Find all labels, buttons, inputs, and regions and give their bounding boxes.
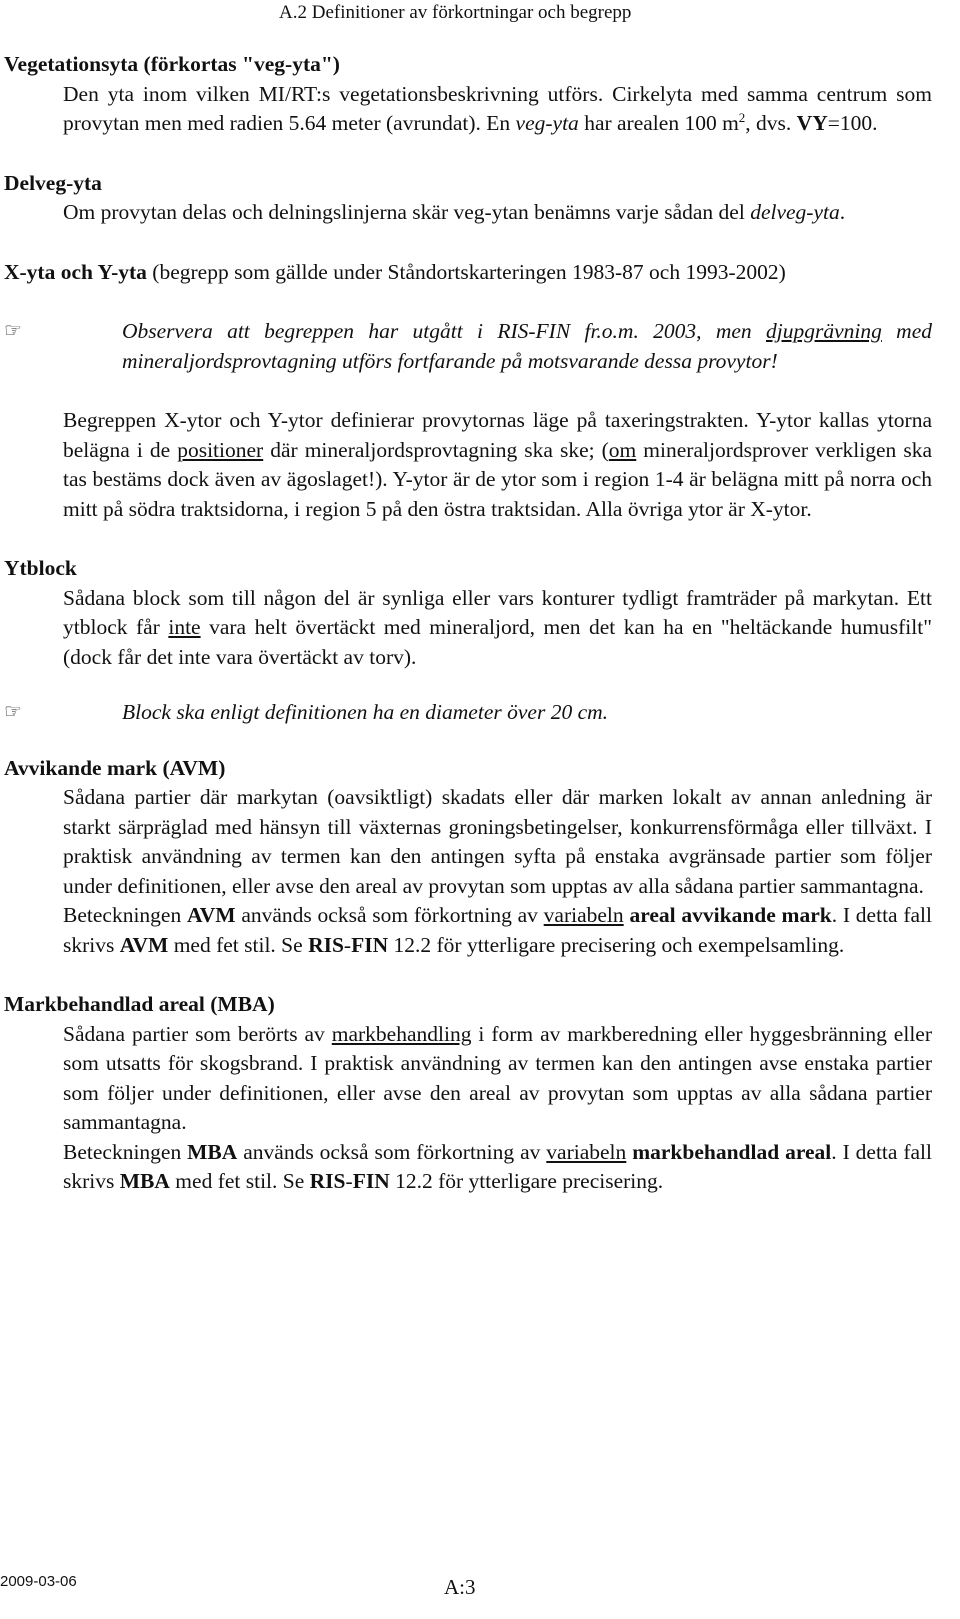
definition-x-yta-y-yta: Begreppen X-ytor och Y-ytor definierar provytornas läge på taxeringstrakten. Y-ytor kallas ytorna belägna i de positioner där mineraljordsprovtagning ska ske; (om mineraljordsprover verkligen ska tas bestäms dock även av ägoslaget!). Y-ytor är de ytor som i region 1-4 är belägna mitt på norra och mitt på södra traktsidorna, i region 5 på den östra traktsidan. Alla övriga ytor är X-ytor. [63,408,932,521]
term-markbehandlad-areal: Markbehandlad areal (MBA) [4,992,275,1016]
definition-delveg-yta: Om provytan delas och delningslinjerna skär veg-ytan benämns varje sådan del delveg-yta. [63,200,846,224]
term-ytblock: Ytblock [4,556,77,580]
note-x-yta-y-yta: ☞ Observera att begreppen har utgått i RIS-FIN fr.o.m. 2003, men djupgrävning med mineraljordsprovtagning utförs fortfarande på motsvarande dessa provytor! [4,319,932,373]
pointing-hand-icon: ☞ [4,701,22,723]
term-x-yta-y-yta: X-yta och Y-yta (begrepp som gällde under Ståndortskarteringen 1983-87 och 1993-2002) [4,259,786,284]
note-mba-variable: Beteckningen MBA används också som förkortning av variabeln markbehandlad areal. I detta fall skrivs MBA med fet stil. Se RIS-FIN 12.2 för ytterligare precisering. [63,1139,933,1193]
page-number: A:3 [444,1575,476,1599]
term-delveg-yta: Delveg-yta [4,170,102,195]
document-body [4,50,932,1197]
note-avm-variable: Beteckningen AVM används också som förkortning av variabeln areal avvikande mark. I detta fall skrivs AVM med fet stil. Se RIS-FIN 12.2 för ytterligare precisering och exempelsamling. [63,903,933,957]
term-avvikande-mark: Avvikande mark (AVM) [4,755,226,780]
footer-date: 2009-03-06 [0,1573,77,1590]
definition-markbehandlad-areal: Sådana partier som berörts av markbehandling i form av markberedning eller hyggesbränning eller som utsatts för skogsbrand. I praktisk användning av termen kan den antingen avse enstaka partier som följer under definitionen, eller avse den areal av provytan som upptas av alla sådana partier sammantagna. [63,1021,932,1134]
page-header: A.2 Definitioner av förkortningar och begrepp [279,2,632,23]
pointing-hand-icon: ☞ [4,320,22,342]
definition-vegetationsyta: Den yta inom vilken MI/RT:s vegetationsbeskrivning utförs. Cirkelyta med samma centrum som provytan men med radien 5.64 meter (avrundat). En veg-yta har arealen 100 $m^2$, dvs. VY=100. [63,81,932,135]
note-ytblock: ☞ Block ska enligt definitionen ha en diameter över 20 cm. [4,698,932,728]
term-vegetationsyta: Vegetationsyta (förkortas "veg-yta") [4,52,340,76]
definition-ytblock: Sådana block som till någon del är synliga eller vars konturer tydligt framträder på markytan. Ett ytblock får inte vara helt övertäckt med mineraljord, men det kan ha en "heltäckande humusfilt" (dock får det inte vara övertäckt av torv). [63,585,932,669]
definition-avvikande-mark: Sådana partier där markytan (oavsiktligt) skadats eller där marken lokalt av annan anledning är starkt särpräglad med hänsyn till växternas groningsbetingelser, konkurrensförmåga eller tillväxt. I praktisk användning av termen kan den antingen syfta på enstaka avgränsade partier som följer under definitionen, eller avse den areal av provytan som upptas av alla sådana partier sammantagna. [63,785,932,898]
